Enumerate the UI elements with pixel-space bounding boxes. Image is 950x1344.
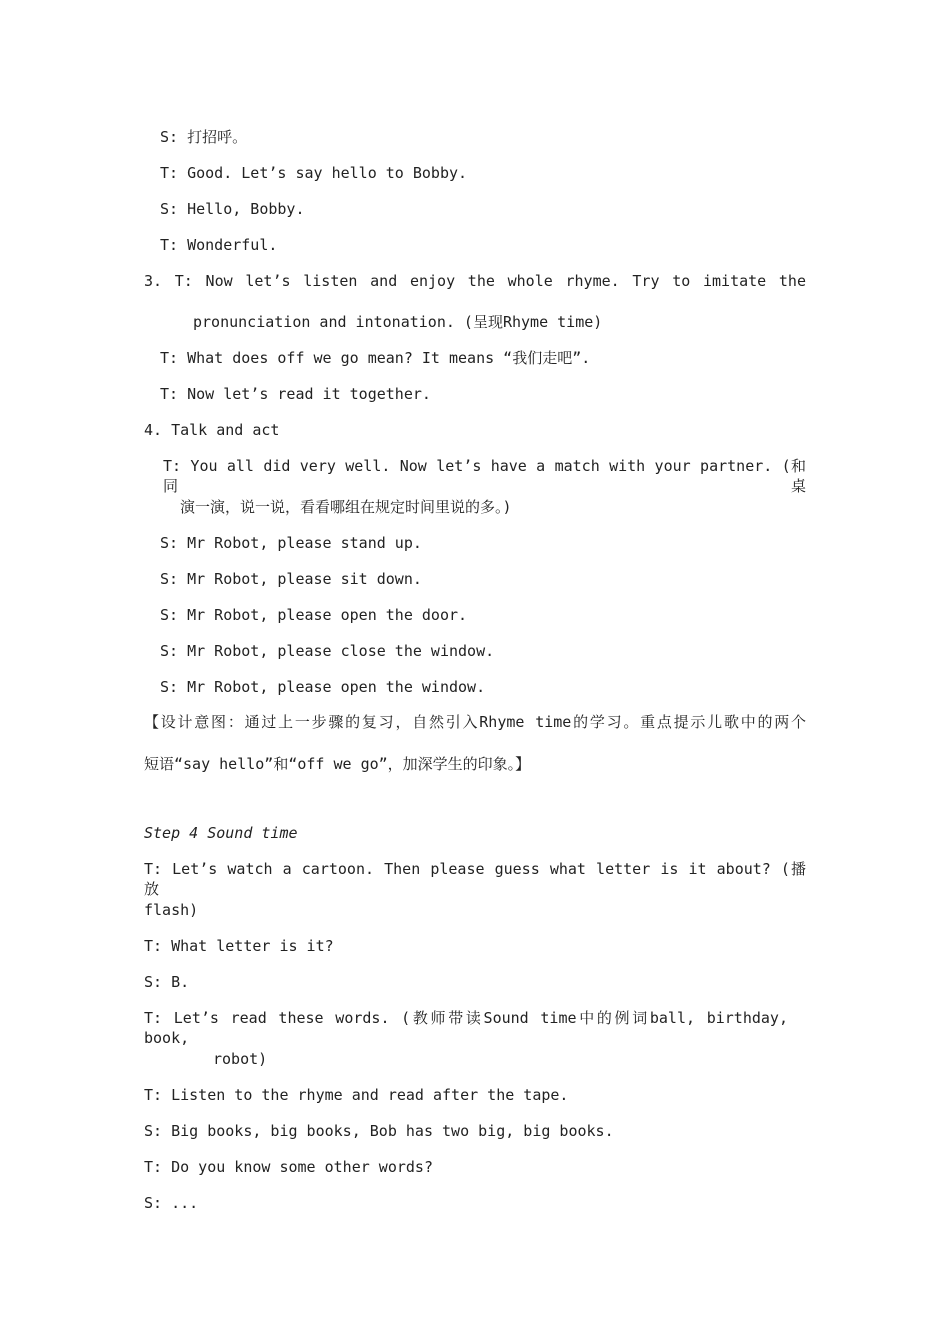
dialogue-line: T: Let’s watch a cartoon. Then please guess what letter is it about? (播放 [144, 860, 806, 898]
design-intent-note: 【设计意图：通过上一步骤的复习，自然引入Rhyme time的学习。重点提示儿歌中的两个 [144, 713, 806, 731]
step-item-4: 4. Talk and act [144, 421, 280, 439]
step-item-3-continuation: pronunciation and intonation. (呈现Rhyme time) [193, 313, 603, 331]
dialogue-line: S: Mr Robot, please stand up. [160, 534, 422, 552]
dialogue-line: T: Listen to the rhyme and read after the tape. [144, 1086, 569, 1104]
section-heading: Step 4 Sound time [144, 824, 298, 842]
dialogue-line: T: What does off we go mean? It means “我们走吧”. [160, 349, 591, 367]
dialogue-line: S: ... [144, 1194, 199, 1212]
dialogue-line: T: Good. Let’s say hello to Bobby. [160, 164, 468, 182]
dialogue-line: T: Do you know some other words? [144, 1158, 433, 1176]
dialogue-line: T: Now let’s read it together. [160, 385, 431, 403]
dialogue-line: T: You all did very well. Now let’s have a match with your partner. (和同桌 [163, 457, 806, 495]
dialogue-line: S: Big books, big books, Bob has two big, big books. [144, 1122, 614, 1140]
dialogue-line: T: Let’s read these words. (教师带读Sound time中的例词ball, birthday, book, [144, 1009, 788, 1047]
step-item-3: 3. T: Now let’s listen and enjoy the whole rhyme. Try to imitate the [144, 272, 806, 290]
dialogue-line: S: 打招呼。 [160, 128, 248, 146]
dialogue-line-continuation: robot) [213, 1050, 268, 1068]
dialogue-line-continuation: flash) [144, 901, 199, 919]
dialogue-line: S: Mr Robot, please sit down. [160, 570, 422, 588]
dialogue-line: T: What letter is it? [144, 937, 334, 955]
dialogue-line: S: B. [144, 973, 190, 991]
dialogue-line: T: Wonderful. [160, 236, 278, 254]
design-intent-note-continuation: 短语“say hello”和“off we go”，加深学生的印象。】 [144, 755, 531, 773]
dialogue-line: S: Mr Robot, please open the window. [160, 678, 486, 696]
dialogue-line-continuation: 演一演，说一说，看看哪组在规定时间里说的多。) [180, 498, 512, 516]
dialogue-line: S: Mr Robot, please close the window. [160, 642, 495, 660]
dialogue-line: S: Mr Robot, please open the door. [160, 606, 468, 624]
dialogue-line: S: Hello, Bobby. [160, 200, 305, 218]
